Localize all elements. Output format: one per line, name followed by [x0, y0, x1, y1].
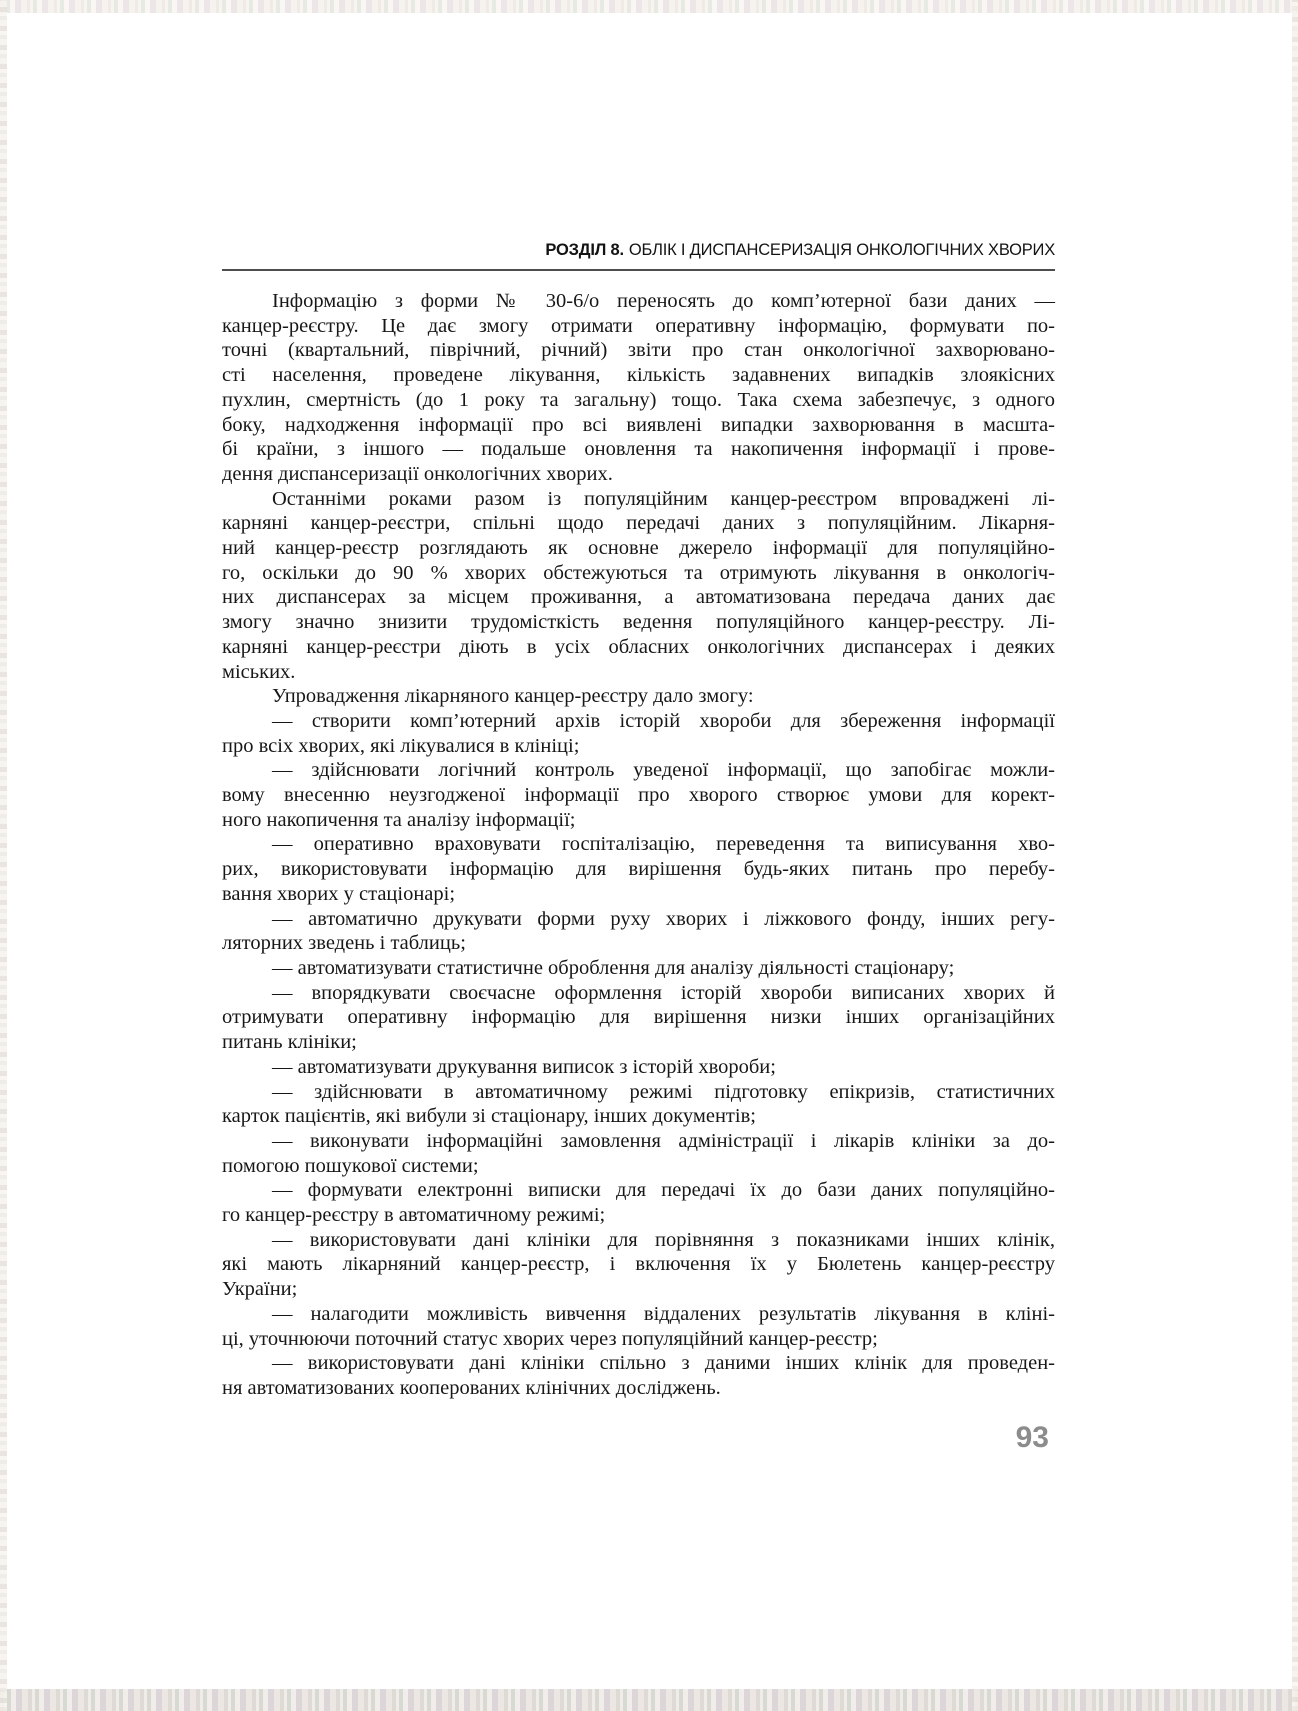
list-item-line: ці, уточнюючи поточний статус хворих через популяційний канцер-реєстр;	[222, 1327, 878, 1350]
page-content	[222, 0, 1055, 1711]
list-item-line: — автоматично друкувати форми руху хворих і ліжкового фонду, інших регу-	[272, 907, 1055, 930]
list-item-line: — автоматизувати статистичне оброблення для аналізу діяльності стаціонару;	[272, 956, 955, 979]
list-item-line: які мають лікарняний канцер-реєстр, і включення їх у Бюлетень канцер-реєстру	[222, 1253, 1055, 1276]
paragraph-line: го, оскільки до 90 % хворих обстежуються та отримують лікування в онкологіч-	[222, 561, 1055, 584]
paragraph-line: карняні канцер-реєстри діють в усіх обласних онкологічних диспансерах і деяких	[222, 635, 1055, 658]
list-item-line: про всіх хворих, які лікувалися в клініці;	[222, 734, 580, 757]
paragraph-line: змогу значно знизити трудомісткість ведення популяційного канцер-реєстру. Лі-	[222, 611, 1055, 634]
paragraph-line: канцер-реєстру. Це дає змогу отримати оперативну інформацію, формувати по-	[222, 314, 1055, 337]
list-item-line: — автоматизувати друкування виписок з історій хвороби;	[272, 1055, 776, 1078]
list-item-line: ного накопичення та аналізу інформації;	[222, 808, 576, 831]
list-item-line: отримувати оперативну інформацію для вирішення низки інших організаційних	[222, 1006, 1055, 1029]
list-item-line: — оперативно враховувати госпіталізацію, переведення та виписування хво-	[272, 833, 1055, 856]
scan-noise-right	[1292, 0, 1298, 1711]
list-item-line: карток пацієнтів, які вибули зі стаціонару, інших документів;	[222, 1105, 756, 1128]
list-item-line: го канцер-реєстру в автоматичному режимі;	[222, 1204, 606, 1227]
list-item-line: — використовувати дані клініки для порівняння з показниками інших клінік,	[272, 1228, 1055, 1251]
paragraph-line: точні (квартальний, піврічний, річний) звіти про стан онкологічної захворювано-	[222, 339, 1055, 362]
scan-noise-left	[0, 0, 7, 1711]
list-item-line: вому внесенню неузгодженої інформації про хворого створює умови для корект-	[222, 784, 1055, 807]
body-text	[222, 289, 1055, 1401]
paragraph-line: дення диспансеризації онкологічних хворих.	[222, 462, 613, 485]
list-item-line: вання хворих у стаціонарі;	[222, 882, 456, 905]
list-item-line: питань клініки;	[222, 1031, 357, 1054]
header-rule	[222, 269, 1055, 271]
list-item-line: помогою пошукової системи;	[222, 1154, 479, 1177]
paragraph-line: Інформацію з форми № 30-6/о переносять до комп’ютерної бази даних —	[272, 290, 1055, 312]
list-item-line: рих, використовувати інформацію для вирішення будь-яких питань про перебу-	[222, 858, 1055, 881]
chapter-label: РОЗДІЛ 8.	[545, 241, 624, 259]
list-item-line: України;	[222, 1278, 298, 1301]
list-item-line: — виконувати інформаційні замовлення адміністрації і лікарів клініки за до-	[272, 1129, 1055, 1152]
paragraph-line: них диспансерах за місцем проживання, а автоматизована передача даних дає	[222, 586, 1055, 609]
chapter-title: ОБЛІК І ДИСПАНСЕРИЗАЦІЯ ОНКОЛОГІЧНИХ ХВОРИХ	[628, 241, 1055, 259]
list-item-line: ляторних зведень і таблиць;	[222, 932, 466, 955]
list-item-line: — формувати електронні виписки для передачі їх до бази даних популяційно-	[272, 1179, 1055, 1202]
list-item-line: ня автоматизованих кооперованих клінічних досліджень.	[222, 1376, 721, 1399]
list-item-line: — використовувати дані клініки спільно з даними інших клінік для проведен-	[272, 1352, 1055, 1375]
paragraph-line: ний канцер-реєстр розглядають як основне джерело інформації для популяційно-	[222, 537, 1055, 560]
list-item-line: — впорядкувати своєчасне оформлення історій хвороби виписаних хворих й	[272, 981, 1055, 1004]
paragraph-line: пухлин, смертність (до 1 року та загальну) тощо. Така схема забезпечує, з одного	[222, 388, 1055, 411]
paragraph-line: сті населення, проведене лікування, кількість задавнених випадків злоякісних	[222, 364, 1055, 387]
paragraph-line: бі країни, з іншого — подальше оновлення та накопичення інформації і прове-	[222, 438, 1055, 461]
paragraph-line: Упровадження лікарняного канцер-реєстру дало змогу:	[272, 685, 754, 708]
paragraph-line: міських.	[222, 660, 296, 683]
paragraph-line: Останніми роками разом із популяційним канцер-реєстром впроваджені лі-	[272, 487, 1055, 510]
page-number: 93	[1015, 1421, 1049, 1454]
running-header	[222, 241, 1055, 260]
paragraph-line: боку, надходження інформації про всі виявлені випадки захворювання в масшта-	[222, 413, 1055, 436]
list-item-line: — здійснювати в автоматичному режимі підготовку епікризів, статистичних	[272, 1080, 1055, 1103]
paragraph-line: карняні канцер-реєстри, спільні щодо передачі даних з популяційним. Лікарня-	[222, 512, 1055, 535]
list-item-line: — налагодити можливість вивчення віддалених результатів лікування в кліні-	[272, 1302, 1055, 1325]
list-item-line: — здійснювати логічний контроль уведеної інформації, що запобігає можли-	[272, 759, 1055, 782]
list-item-line: — створити комп’ютерний архів історій хвороби для збереження інформації	[272, 709, 1055, 732]
